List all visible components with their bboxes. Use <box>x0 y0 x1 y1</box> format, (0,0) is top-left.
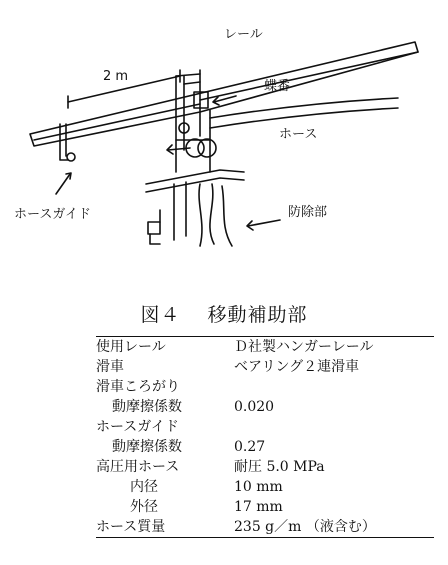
spec-key: 使用レール <box>96 339 166 355</box>
table-row <box>96 357 434 377</box>
spec-key: 動摩擦係数 <box>112 439 182 455</box>
spec-value: 17 mm <box>234 499 283 515</box>
spray-unit-illustration <box>148 184 280 246</box>
hose-label: ホース <box>279 127 318 142</box>
table-row <box>96 477 434 497</box>
figure-caption: 図４ 移動補助部 <box>140 304 308 326</box>
table-row <box>96 437 434 457</box>
spec-value: 235 g／m （液含む） <box>234 519 376 535</box>
table-row <box>96 497 434 517</box>
spec-table <box>96 336 434 538</box>
table-row <box>96 337 434 358</box>
table-row <box>96 397 434 417</box>
spec-key: 高圧用ホース <box>96 459 180 475</box>
spec-value: Ｄ社製ハンガーレール <box>234 339 374 355</box>
spec-key: ホース質量 <box>96 519 166 535</box>
spec-key: 滑車 <box>96 359 124 375</box>
table-row <box>96 517 434 538</box>
distance-label: 2 m <box>103 69 129 84</box>
hose-guide-label: ホースガイド <box>14 207 91 222</box>
spec-value: 0.27 <box>234 439 266 455</box>
spec-value: 0.020 <box>234 399 275 415</box>
table-row <box>96 377 434 397</box>
spec-key: 滑車ころがり <box>96 379 180 395</box>
spec-key: ホースガイド <box>96 419 179 435</box>
spec-key: 動摩擦係数 <box>112 399 182 415</box>
rail-illustration <box>30 42 418 146</box>
table-row <box>96 457 434 477</box>
rail-label: レール <box>224 27 263 42</box>
spec-key: 外径 <box>130 499 158 515</box>
table-row <box>96 417 434 437</box>
spec-value: 耐圧 5.0 MPa <box>234 459 325 475</box>
spec-value: 10 mm <box>234 479 283 495</box>
hinge-label: 蝶番 <box>264 79 291 94</box>
spec-value: ベアリング２連滑車 <box>234 359 360 375</box>
spec-key: 内径 <box>130 479 158 495</box>
guard-label: 防除部 <box>288 205 328 220</box>
